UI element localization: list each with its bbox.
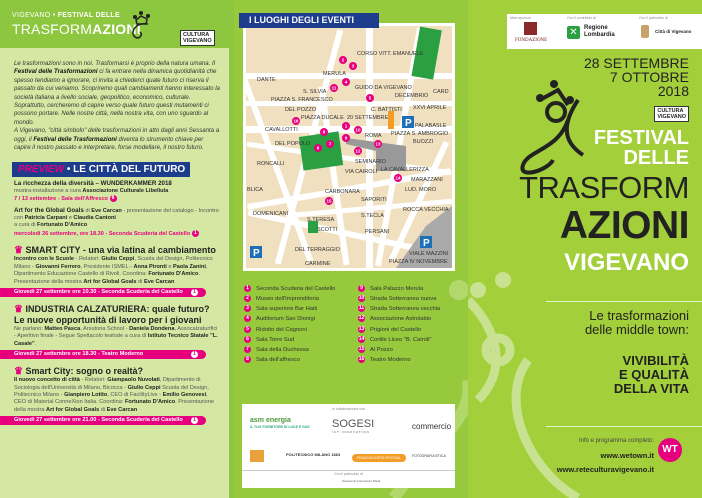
brand-line2: TRASFORMAZIONI (12, 21, 141, 37)
text-segment: Paola Zanini (173, 263, 206, 270)
text-segment: , Assocalzaturifici - Aperitivo finale - Segue Spettacolo teatrale a cura di (14, 325, 218, 340)
legend-label: Sala Torre Sud (256, 336, 295, 343)
venue-marker-number: 1 (344, 123, 348, 129)
event-date-bar: Giovedì 27 settembre ore 18.30 - Teatro Moderno 1 (0, 350, 206, 359)
venue-number-badge: 12 (358, 315, 365, 322)
text-segment: Festival delle Trasformazioni (14, 68, 98, 76)
street-label: CAVALLOTTI (265, 127, 298, 133)
venue-number-badge: 14 (358, 335, 365, 342)
sponsor-label: Con il contributo di (567, 16, 596, 20)
map-title: I LUOGHI DEGLI EVENTI (239, 13, 379, 28)
venue-number-badge: 4 (244, 315, 251, 322)
venue-number-badge: 5 (244, 326, 251, 333)
venue-marker-number: 14 (395, 175, 401, 181)
text-segment: . Presentazione della mostra (14, 399, 214, 413)
street-label: SEMINARIO (355, 159, 386, 165)
venue-number-badge: 3 (244, 305, 251, 312)
legend-label: Ridotto del Cagnoni (256, 326, 307, 333)
text-segment: Scuola del Design, Politecnico Milano - (14, 384, 209, 398)
title-azioni: AZIONI (559, 204, 689, 247)
venue-number-badge: 11 (358, 305, 365, 312)
street-label: PERSANI (365, 229, 390, 235)
legend-label: Al Pozzo (370, 346, 393, 353)
venue-marker-number: 8 (322, 129, 326, 135)
text-segment: Gianpiero Lotito (64, 391, 108, 398)
program-panel (0, 0, 234, 498)
venue-marker-number: 12 (355, 148, 361, 154)
legend-item (358, 346, 464, 354)
wetown-logo: WT (658, 438, 682, 462)
castle-park (299, 131, 343, 170)
text-segment: Fortunato D'Amico (125, 399, 176, 406)
venue-number-badge: 10 (358, 295, 365, 302)
festival-dates: 28 SETTEMBRE 7 OTTOBRE 2018 (583, 55, 689, 99)
politecnico-logo: POLITECNICO MILANO 1863 (286, 452, 341, 457)
legend-label: Cortile Liceo "B. Cairoli" (370, 336, 432, 343)
parking-icon: P (405, 118, 412, 129)
text-segment: Emilio Genovesi (162, 391, 207, 398)
text-segment: Giulio Ceppi (127, 384, 161, 391)
venue-marker-number: 13 (375, 141, 381, 147)
ministry-logo (250, 450, 264, 462)
venue-marker-number: 4 (344, 79, 348, 85)
street-label: S.TECLA (361, 213, 384, 219)
venue-marker-number: 7 (328, 141, 332, 147)
subtitle: Le trasformazioni delle middle town: (584, 308, 689, 337)
regione-lombardia-logo: Regione Lombardia (584, 25, 615, 38)
street-label: SCOTTI (317, 227, 338, 233)
legend-item (244, 295, 358, 303)
legend-item (358, 315, 464, 323)
street-label: PIAZZA S. FRANCESCO (271, 97, 333, 103)
text-segment: e (166, 263, 173, 270)
text-segment: Giampaolo Nuvolati (107, 377, 160, 384)
text-segment: , CEO di FacilityLive - (107, 391, 163, 398)
divider (546, 426, 702, 427)
street-label: MARAZZANI (411, 177, 443, 183)
cultura-vigevano-logo: CULTURA VIGEVANO (180, 30, 215, 46)
venue-marker-number: 15 (326, 198, 332, 204)
venue-marker-number: 16 (293, 118, 299, 124)
event-industria-calzaturiera: ♛ INDUSTRIA CALZATURIERA: quale futuro? Le nuove opportunità di lavoro per i giovani Ne parlano: Matteo Pasca, Arsutoria School - Daniela Dondena, Assocalzaturifici - Aperitivo finale - Segue Spettacolo teatrale a cura di Istituto Tecnico Statale "L. Casale". Giovedì 27 settembre ore 18.30 - Teatro Moderno 1 (0, 297, 229, 359)
street-label: LUD. MORO (405, 187, 437, 193)
legend-item (244, 356, 358, 364)
street-label: DEL TERRAGGIO (295, 247, 340, 253)
text-segment: , Arsutoria School - (80, 325, 130, 332)
event-description (14, 256, 219, 286)
street-label: PIAZZA S. AMBROGIO (391, 131, 449, 137)
legend-label: Sala superiore Bar Haiti (256, 306, 318, 313)
text-segment: ci fa entrare nella dinamica quotidianità che spesso tendiamo a ignorare, ci invita a chiederci quale futuro ci riserva il passato da cui veniamo. Scopriremo quali cambiamenti hanno interessato la società italiana a livello sociale, geopolitico, economico, culturale. Soprattutto, cercheremo di capire verso quale futuro questi mutamenti ci possono portare. Nelle nostre città, nella nostra vita, con uno sguardo al mondo. (14, 68, 220, 126)
parking-icon: P (423, 238, 430, 249)
text-segment: Art for Global Goals (46, 406, 100, 413)
text-segment: . (34, 340, 37, 347)
legend-item (358, 326, 464, 334)
link-wetown[interactable]: www.wetown.it (600, 451, 654, 460)
legend-label: Strada Sotterranea nuova (370, 296, 437, 303)
title-trasform: TRASFORM (519, 170, 689, 205)
parking-icon: P (253, 248, 260, 259)
text-segment: Le trasformazioni sono in noi. Trasformarsi è proprio della natura umana. Il (14, 60, 216, 67)
venue-number-badge: 7 (244, 346, 251, 353)
event-smart-city-sogno: ♛ Smart City: sogno o realtà? Il nuovo concetto di città - Relatori: Giampaolo Nuvolati, Dipartimento di Sociologia dell'Università di Milano, Bicocca - Giulio Ceppi Scuola del Design, Politecnico Milano - Gianpiero Lotito, CEO di FacilityLive - Emilio Genovesi, CEO di Material ConneXion Italia. Coordina: Fortunato D'Amico. Presentazione della mostra Art for Global Goals di Eve Carcan Giovedì 27 settembre ore 21.00 - Seconda Scuderia del Castello 1 (0, 359, 229, 425)
venue-marker-number: 10 (355, 127, 361, 133)
legend-label: Seconda Scuderia del Castello (256, 286, 336, 293)
legend-label: Auditorium San Dionigi (256, 316, 315, 323)
venue-marker-number: 2 (341, 57, 345, 63)
legend-label: Sala Palazzo Merula (370, 286, 424, 293)
commercio-logo: commercio (412, 422, 452, 431)
legend-item (244, 305, 358, 313)
brand-line1: VIGEVANO • FESTIVAL DELLE (12, 12, 120, 19)
link-retecultura[interactable]: www.reteculturavigevano.it (556, 465, 654, 474)
venue-number-badge: 9 (358, 285, 365, 292)
text-segment: , Scuola del Design, Politecnico Milano - (14, 256, 213, 270)
street-label: 20 SETTEMBRE (347, 115, 389, 121)
legend-label: Teatro Moderno (370, 356, 411, 363)
text-segment: di (99, 406, 107, 413)
legend-label: Museo dell'Imprenditoria (256, 296, 319, 303)
collab-label: In collaborazione con (331, 407, 366, 411)
street-label: CARBONARA (325, 189, 360, 195)
legend-label: Sala della Duchessa (256, 346, 309, 353)
text-segment: , Dipartimento Educazione Castello di Rivoli. Coordina: (14, 263, 208, 278)
street-label: CARMINE (305, 261, 331, 267)
sponsor-logos (507, 14, 702, 49)
fondazione-emblem-icon (524, 22, 537, 35)
street-label: ROCCA VECCHIA (403, 207, 449, 213)
venue-number-badge: 1 (191, 417, 198, 424)
asm-logo: asm energia IL TUO FORNITORE DI LUCE E GAS (250, 417, 310, 429)
franciacorta-logo: FRANCIACORTA FESTIVAL (352, 454, 406, 462)
text-segment: , CEO di Material ConneXion Italia. Coordina: (14, 391, 208, 406)
street-label: DANTE (257, 77, 276, 83)
street-label: S. SILVIA (303, 89, 327, 95)
venue-number-badge: 1 (192, 230, 199, 237)
street-label: VIALE MAZZINI (409, 251, 449, 257)
legend-item (358, 356, 464, 364)
street-label: LA CAVALLERIZZA (381, 167, 429, 173)
street-label: PIAZZA IV NOVEMBRE (389, 259, 448, 265)
camera-commercio-logo: Camera di Commercio Pavia (342, 479, 381, 483)
sponsor-label: Main sponsor (510, 16, 532, 20)
legend-item (358, 305, 464, 313)
street-label: XXVI APRILE (413, 105, 447, 111)
street-label: CARD (433, 89, 449, 95)
street-label: PIAZZA DUCALE (301, 115, 344, 121)
patrocinio-label: Con il patrocinio di (242, 470, 455, 476)
text-segment: Giulio Ceppi (101, 256, 135, 263)
text-segment: di (136, 278, 144, 285)
legend-item (358, 285, 464, 293)
legend-label: Associazione Astrolabio (370, 316, 432, 323)
legend-item (244, 315, 358, 323)
city-map[interactable] (246, 26, 452, 268)
text-segment: Fortunato D'Amico (148, 271, 199, 278)
citta-vigevano-logo: Città di Vigevano (655, 29, 692, 34)
festival-title: FESTIVAL DELLE (593, 127, 689, 169)
text-segment: Incontro con le Scuole (14, 256, 74, 263)
street-label: MERULA (323, 71, 346, 77)
venue-marker-number: 5 (368, 95, 372, 101)
event-date-bar: Giovedì 27 settembre ore 21.00 - Seconda Scuderia del Castello 1 (0, 416, 206, 425)
partner-logos (242, 404, 455, 488)
map-panel (234, 0, 468, 498)
street-label: S.TERESA (307, 217, 335, 223)
event-description (14, 326, 219, 348)
cover-panel (468, 0, 702, 498)
street-label: SAPORITI (361, 197, 387, 203)
text-segment: Matteo Pasca (44, 325, 81, 332)
venue-number-badge: 8 (110, 195, 117, 202)
text-segment: diventa lo strumento chiave per capire il nostro passato e interpretare, forse modellare, il nostro futuro. (14, 135, 204, 152)
building (388, 111, 394, 129)
intro-text (0, 48, 229, 152)
text-segment: , Dipartimento di Sociologia dell'Università di Milano, Bicocca - (14, 377, 201, 391)
text-segment: . Presentazione della mostra (14, 271, 201, 285)
venue-number-badge: 8 (244, 356, 251, 363)
left-header (0, 0, 229, 48)
text-segment: Istituto Tecnico Statale "L. Casale" (14, 333, 218, 347)
text-segment: Festival delle Trasformazioni (33, 135, 117, 143)
street-label: PALABASLE (415, 123, 447, 129)
text-segment: Il nuovo concetto di città (14, 377, 80, 384)
preview-heading: PREVIEW • LE CITTÀ DEL FUTURO (12, 162, 190, 177)
event-wunderkammer: La ricchezza della diversità – WUNDERKAMMER 2018 mostra-installazione a cura Associazione Culturale Libellula 7 / 13 settembre - Sala dell'Affresco 8 (14, 180, 172, 203)
frog-icon: ♛ (14, 366, 23, 378)
event-smart-city-latina: ♛ SMART CITY - una via latina al cambiamento Incontro con le Scuole - Relatori: Giulio Ceppi, Scuola del Design, Politecnico Milano - Giovanni Ferrero, Presidente ISMEL - Anna Pironti e Paola Zanini, Dipartimento Educazione Castello di Rivoli. Coordina: Fortunato D'Amico. Presentazione della mostra Art for Global Goals di Eve Carcan Giovedì 27 settembre ore 10.30 - Seconda Scuderia del Castello 1 (0, 238, 229, 297)
legend-item (358, 295, 464, 303)
text-segment: - Relatori: (74, 256, 102, 263)
legend-item (244, 336, 358, 344)
divider (546, 301, 702, 302)
street-label: VIA CAIROLI (345, 169, 378, 175)
street-label: CORSO VITT. EMANUELE (357, 51, 424, 57)
venue-number-badge: 6 (244, 336, 251, 343)
venue-marker-number: 6 (316, 145, 320, 151)
venue-number-badge: 1 (244, 285, 251, 292)
info-label: Info e programma completo: (578, 438, 654, 444)
street-label: DEL POZZO (285, 107, 316, 113)
legend-label: Strada Sotterranea vecchia (370, 306, 441, 313)
venue-number-badge: 13 (358, 325, 365, 332)
sponsor-label: Con il patrocinio di (639, 16, 668, 20)
text-segment: Daniela Dondena (129, 325, 175, 332)
street-label: DEL POPOLO (275, 141, 311, 147)
text-segment: Art for Global Goals (83, 278, 137, 285)
event-art-global-goals: Art for the Global Goals di Eve Carcan - presentazione del catalogo - Incontro con Patricia Carpani e Claudia Cantoni a cura di Fortunato D'Amico mercoledì 26 settembre, ore 18.30 - Seconda Scuderia del Castello 1 (14, 206, 219, 237)
text-segment: - Relatori: (79, 377, 108, 384)
events-map[interactable] (243, 15, 455, 271)
sogesi-logo: SOGESI ICT INNOVATION (332, 418, 375, 434)
regione-lombardia-icon: ✕ (567, 26, 580, 39)
legend-item (244, 346, 358, 354)
venue-marker-number: 9 (344, 135, 348, 141)
venue-number-badge: 1 (191, 351, 198, 358)
venue-number-badge: 1 (191, 289, 198, 296)
text-segment: Giovanni Ferrero (35, 263, 81, 270)
venue-legend (244, 285, 464, 364)
legend-item (244, 285, 358, 293)
street-label: GUIDO DA VIGEVANO (355, 85, 412, 91)
street-label: RONCALLI (257, 161, 285, 167)
event-date-bar: Giovedì 27 settembre ore 10.30 - Seconda Scuderia del Castello 1 (0, 288, 206, 297)
fotografia-etica-logo: FOTOGRAFIA ETICA (412, 454, 446, 458)
text-segment: , Presidente ISMEL - (80, 263, 134, 270)
event-description (14, 377, 219, 414)
text-segment: Anna Pironti (133, 263, 167, 270)
venue-number-badge: 2 (244, 295, 251, 302)
frog-icon: ♛ (14, 245, 23, 257)
street-label: C. BATTISTI (371, 107, 402, 113)
cultura-vigevano-logo: CULTURA VIGEVANO (654, 106, 689, 122)
street-label: DECEMBRIO (395, 93, 429, 99)
text-segment: Ne parlano: (14, 325, 45, 332)
text-segment: Eve Carcan (106, 406, 138, 413)
text-segment: Eve Carcan (143, 278, 175, 285)
venue-number-badge: 15 (358, 345, 365, 352)
legend-item (358, 336, 464, 344)
street-label: ROMA (365, 133, 382, 139)
frog-icon: ♛ (14, 303, 23, 315)
legend-label: Sala dell'affresco (256, 356, 300, 363)
legend-label: Prigioni del Castello (370, 326, 422, 333)
street-label: BUOZZI (413, 139, 434, 145)
subtitle-theme: VIVIBILITÀ E QUALITÀ DELLA VITA (613, 353, 689, 396)
fondazione-logo: FONDAZIONE (515, 38, 548, 43)
vigevano-crest-icon (641, 25, 649, 38)
venue-marker-number: 11 (331, 85, 337, 91)
street-label: BLICA (247, 187, 263, 193)
text-segment: A Vigevano, "città simbolo" delle trasformazioni in atto dagli anni Sessanta a oggi, il (14, 127, 220, 143)
title-vigevano: VIGEVANO (564, 249, 689, 276)
venue-marker-number: 3 (351, 63, 355, 69)
legend-item (244, 326, 358, 334)
street-label: DOMENICANI (253, 211, 289, 217)
venue-number-badge: 16 (358, 355, 365, 362)
frog-logo-icon (128, 10, 154, 42)
